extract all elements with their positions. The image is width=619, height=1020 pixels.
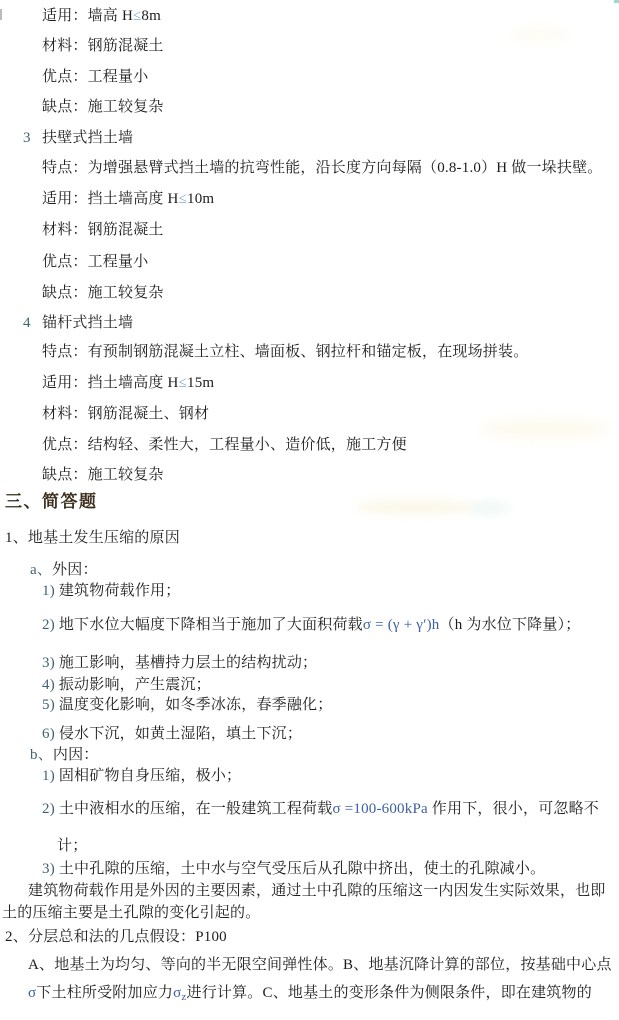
text-fragment: 计； <box>57 838 88 854</box>
text-fragment: 3) <box>42 655 59 671</box>
section-heading <box>5 492 98 511</box>
text-line-10 <box>23 314 133 333</box>
text-line-32 <box>5 928 227 947</box>
text-fragment: 作用下，很小，可忽略不 <box>427 801 600 817</box>
text-line-1 <box>42 37 164 56</box>
formula-fragment: σ <box>173 985 182 1001</box>
text-line-13 <box>42 405 209 424</box>
text-fragment: 外因： <box>52 562 98 578</box>
text-fragment: A、地基土为均匀、等向的半无限空间弹性体。B、地基沉降计算的部位，按基础中心点 <box>28 957 612 973</box>
text-fragment: 3) <box>42 861 59 877</box>
text-line-4 <box>23 129 133 148</box>
text-fragment: 优点：结构轻、柔性大，工程量小、造价低，施工方便 <box>42 437 407 453</box>
text-line-29 <box>42 860 545 879</box>
text-line-8 <box>42 253 148 272</box>
text-fragment: 施工影响，基槽持力层土的结构扰动； <box>58 655 318 671</box>
text-line-17 <box>5 529 180 548</box>
text-fragment: （h 为水位下降量）； <box>439 617 581 633</box>
text-fragment: ≤ <box>178 191 188 207</box>
text-fragment: 1) <box>42 583 59 599</box>
text-fragment: 材料：钢筋混凝土 <box>42 222 164 238</box>
text-fragment: 材料：钢筋混凝土 <box>42 38 164 54</box>
text-line-18 <box>30 561 98 580</box>
text-fragment: 1) <box>42 768 59 784</box>
text-fragment: 缺点：施工较复杂 <box>42 285 164 301</box>
text-line-9 <box>42 284 164 303</box>
text-line-31 <box>2 904 260 923</box>
text-fragment: 优点：工程量小 <box>42 254 149 270</box>
text-fragment: 8m <box>141 8 161 24</box>
text-fragment: 侵水下沉，如黄土湿陷，填土下沉； <box>58 726 303 742</box>
text-fragment: ≤ <box>132 8 142 24</box>
text-fragment: 进行计算。C、地基土的变形条件为侧限条件，即在建筑物的 <box>186 985 592 1001</box>
text-line-34 <box>28 984 592 1007</box>
text-fragment: 锚杆式挡土墙 <box>42 315 134 331</box>
text-line-11 <box>42 343 528 362</box>
text-fragment: 建筑物荷载作用是外因的主要因素，通过土中孔隙的压缩这一内因发生实际效果，也即 <box>28 883 606 899</box>
text-fragment: 15m <box>187 375 215 391</box>
text-fragment: 3 <box>23 130 31 146</box>
text-fragment: 6) <box>42 726 59 742</box>
text-fragment: b、 <box>30 747 53 763</box>
text-fragment: 下土柱所受附加应力 <box>36 985 174 1001</box>
text-fragment: 1、地基土发生压缩的原因 <box>5 530 180 546</box>
text-fragment: 内因： <box>52 747 99 763</box>
text-line-24 <box>42 725 302 744</box>
text-line-3 <box>42 98 164 117</box>
text-fragment: 材料：钢筋混凝土、钢材 <box>42 406 210 422</box>
text-fragment: 10m <box>187 191 215 207</box>
text-line-20 <box>42 616 580 635</box>
text-line-0 <box>42 7 161 26</box>
text-fragment: 土中孔隙的压缩，土中水与空气受压后从孔隙中挤出，使土的孔隙减小。 <box>58 861 546 877</box>
smudge-blob <box>480 418 610 440</box>
text-fragment: 分层总和法的几点假设：P100 <box>28 929 227 945</box>
text-line-15 <box>42 466 164 485</box>
smudge-blob <box>355 500 475 514</box>
text-line-23 <box>42 696 332 715</box>
text-fragment: 2) <box>42 801 59 817</box>
text-line-27 <box>42 800 599 819</box>
text-line-26 <box>42 767 241 786</box>
text-fragment: 适用：墙高 H <box>42 8 133 24</box>
text-line-5 <box>42 159 602 178</box>
text-line-2 <box>42 68 148 87</box>
text-fragment: 适用：挡土墙高度 H <box>42 191 179 207</box>
text-fragment: 4 <box>23 315 31 331</box>
formula-fragment: σ = (γ + γ′)h <box>362 617 440 633</box>
text-fragment: 适用：挡土墙高度 H <box>42 375 179 391</box>
corner-artifact <box>614 0 619 3</box>
formula-fragment: σ <box>28 985 37 1001</box>
text-fragment: 2、 <box>5 929 28 945</box>
text-fragment: a、 <box>30 562 53 578</box>
text-line-7 <box>42 221 164 240</box>
text-fragment: 土中液相水的压缩，在一般建筑工程荷载 <box>58 801 333 817</box>
text-line-19 <box>42 582 180 601</box>
text-fragment: 振动影响，产生震沉； <box>58 677 211 693</box>
text-fragment: 土的压缩主要是土孔隙的变化引起的。 <box>2 905 261 921</box>
text-fragment: 5) <box>42 697 59 713</box>
text-fragment: 优点：工程量小 <box>42 69 149 85</box>
text-fragment: 温度变化影响，如冬季冰冻，春季融化； <box>58 697 333 713</box>
text-fragment: 固相矿物自身压缩，极小； <box>58 768 242 784</box>
text-fragment: 扶壁式挡土墙 <box>42 130 134 146</box>
text-fragment: 缺点：施工较复杂 <box>42 467 164 483</box>
text-fragment: 地下水位大幅度下降相当于施加了大面积荷载 <box>58 617 363 633</box>
text-line-22 <box>42 676 211 695</box>
smudge-blob <box>468 502 510 514</box>
text-line-28 <box>57 837 87 856</box>
smudge-blob <box>510 28 570 42</box>
text-fragment: 特点：为增强悬臂式挡土墙的抗弯性能，沿长度方向每隔（0.8-1.0）H 做一垛扶壁。 <box>42 160 603 176</box>
formula-fragment: z <box>181 991 187 1003</box>
edge-artifact <box>0 9 2 20</box>
text-fragment: 4) <box>42 677 59 693</box>
text-fragment: ≤ <box>178 375 188 391</box>
formula-fragment: σ =100-600kPa <box>332 801 428 817</box>
text-line-33 <box>28 956 612 975</box>
text-fragment: 三、简答题 <box>5 492 98 511</box>
text-fragment: 缺点：施工较复杂 <box>42 99 164 115</box>
text-fragment: 2) <box>42 617 59 633</box>
text-fragment: 特点：有预制钢筋混凝土立柱、墙面板、钢拉杆和锚定板，在现场拼装。 <box>42 344 529 360</box>
text-line-30 <box>28 882 606 901</box>
text-line-6 <box>42 190 214 209</box>
text-line-12 <box>42 374 214 393</box>
text-line-14 <box>42 436 407 455</box>
text-line-21 <box>42 654 317 673</box>
text-line-25 <box>30 746 99 765</box>
text-fragment: 建筑物荷载作用； <box>58 583 181 599</box>
